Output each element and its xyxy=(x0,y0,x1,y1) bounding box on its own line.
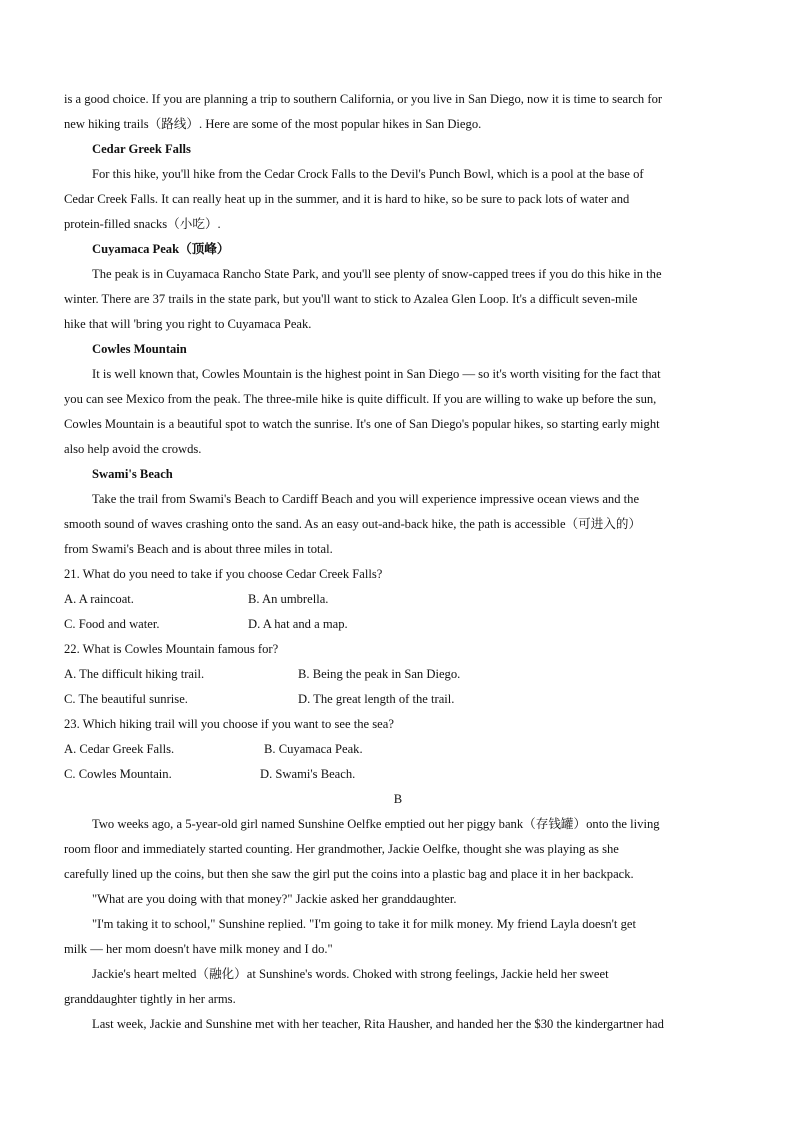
section-line: Cowles Mountain is a beautiful spot to watch the sunrise. It's one of San Diego's popular hikes, so starting early might xyxy=(64,417,660,431)
section-line: Cedar Creek Falls. It can really heat up in the summer, and it is hard to hike, so be sure to pack lots of water and xyxy=(64,192,630,206)
question-options xyxy=(64,612,732,637)
option-a: A. Cedar Greek Falls. xyxy=(64,742,175,756)
question-stem-21: 21. What do you need to take if you choose Cedar Creek Falls? xyxy=(64,567,383,581)
section-heading-swami: Swami's Beach xyxy=(92,467,173,481)
question-options xyxy=(64,687,732,712)
section-line: from Swami's Beach and is about three miles in total. xyxy=(64,542,333,556)
section-line: you can see Mexico from the peak. The three-mile hike is quite difficult. If you are willing to wake up before the sun, xyxy=(64,392,657,406)
paragraph-line: room floor and immediately started counting. Her grandmother, Jackie Oelfke, thought she was playing as she xyxy=(64,842,619,856)
option-a: A. A raincoat. xyxy=(64,592,134,606)
paragraph-line: "What are you doing with that money?" Jackie asked her granddaughter. xyxy=(92,892,457,906)
question-stem-22: 22. What is Cowles Mountain famous for? xyxy=(64,642,279,656)
paragraph-line: Two weeks ago, a 5-year-old girl named Sunshine Oelfke emptied out her piggy bank（存钱罐）onto the living xyxy=(92,817,660,831)
option-b: B. Being the peak in San Diego. xyxy=(298,667,461,681)
section-heading-cowles: Cowles Mountain xyxy=(92,342,187,356)
section-line: The peak is in Cuyamaca Rancho State Park, and you'll see plenty of snow-capped trees if you do this hike in the xyxy=(92,267,662,281)
section-line: It is well known that, Cowles Mountain is the highest point in San Diego — so it's worth visiting for the fact that xyxy=(92,367,661,381)
question-options xyxy=(64,762,732,787)
option-d: D. The great length of the trail. xyxy=(298,692,455,706)
passage-b-label: B xyxy=(393,792,403,806)
intro-line: new hiking trails（路线）. Here are some of the most popular hikes in San Diego. xyxy=(64,117,482,131)
section-line: protein-filled snacks（小吃）. xyxy=(64,217,221,231)
section-line: winter. There are 37 trails in the state park, but you'll want to stick to Azalea Glen Loop. It's a difficult seven-mile xyxy=(64,292,638,306)
section-line: Take the trail from Swami's Beach to Cardiff Beach and you will experience impressive ocean views and the xyxy=(92,492,640,506)
intro-line: is a good choice. If you are planning a trip to southern California, or you live in San Diego, now it is time to search for xyxy=(64,92,663,106)
option-b: B. Cuyamaca Peak. xyxy=(264,742,363,756)
question-options xyxy=(64,587,732,612)
question-stem-23: 23. Which hiking trail will you choose if you want to see the sea? xyxy=(64,717,394,731)
question-options xyxy=(64,737,732,762)
section-heading-cuyamaca: Cuyamaca Peak（顶峰） xyxy=(92,242,230,256)
option-a: A. The difficult hiking trail. xyxy=(64,667,205,681)
paragraph-line: Last week, Jackie and Sunshine met with her teacher, Rita Hausher, and handed her the $30 the kindergartner had xyxy=(92,1017,664,1031)
section-line: smooth sound of waves crashing onto the sand. As an easy out-and-back hike, the path is accessible（可进入的） xyxy=(64,517,642,531)
option-c: C. Cowles Mountain. xyxy=(64,767,172,781)
paragraph-line: granddaughter tightly in her arms. xyxy=(64,992,236,1006)
option-c: C. Food and water. xyxy=(64,617,160,631)
paragraph-line: "I'm taking it to school," Sunshine replied. "I'm going to take it for milk money. My friend Layla doesn't get xyxy=(92,917,636,931)
option-d: D. A hat and a map. xyxy=(248,617,348,631)
question-options xyxy=(64,662,732,687)
option-c: C. The beautiful sunrise. xyxy=(64,692,188,706)
option-b: B. An umbrella. xyxy=(248,592,329,606)
section-line: For this hike, you'll hike from the Cedar Crock Falls to the Devil's Punch Bowl, which is a pool at the base of xyxy=(92,167,644,181)
section-line: hike that will 'bring you right to Cuyamaca Peak. xyxy=(64,317,312,331)
document-content xyxy=(64,87,732,1037)
section-line: also help avoid the crowds. xyxy=(64,442,202,456)
paragraph-line: carefully lined up the coins, but then she saw the girl put the coins into a plastic bag and place it in her backpack. xyxy=(64,867,634,881)
option-d: D. Swami's Beach. xyxy=(260,767,356,781)
paragraph-line: milk — her mom doesn't have milk money and I do." xyxy=(64,942,333,956)
section-heading-cedar: Cedar Greek Falls xyxy=(92,142,191,156)
paragraph-line: Jackie's heart melted（融化）at Sunshine's words. Choked with strong feelings, Jackie held her sweet xyxy=(92,967,609,981)
